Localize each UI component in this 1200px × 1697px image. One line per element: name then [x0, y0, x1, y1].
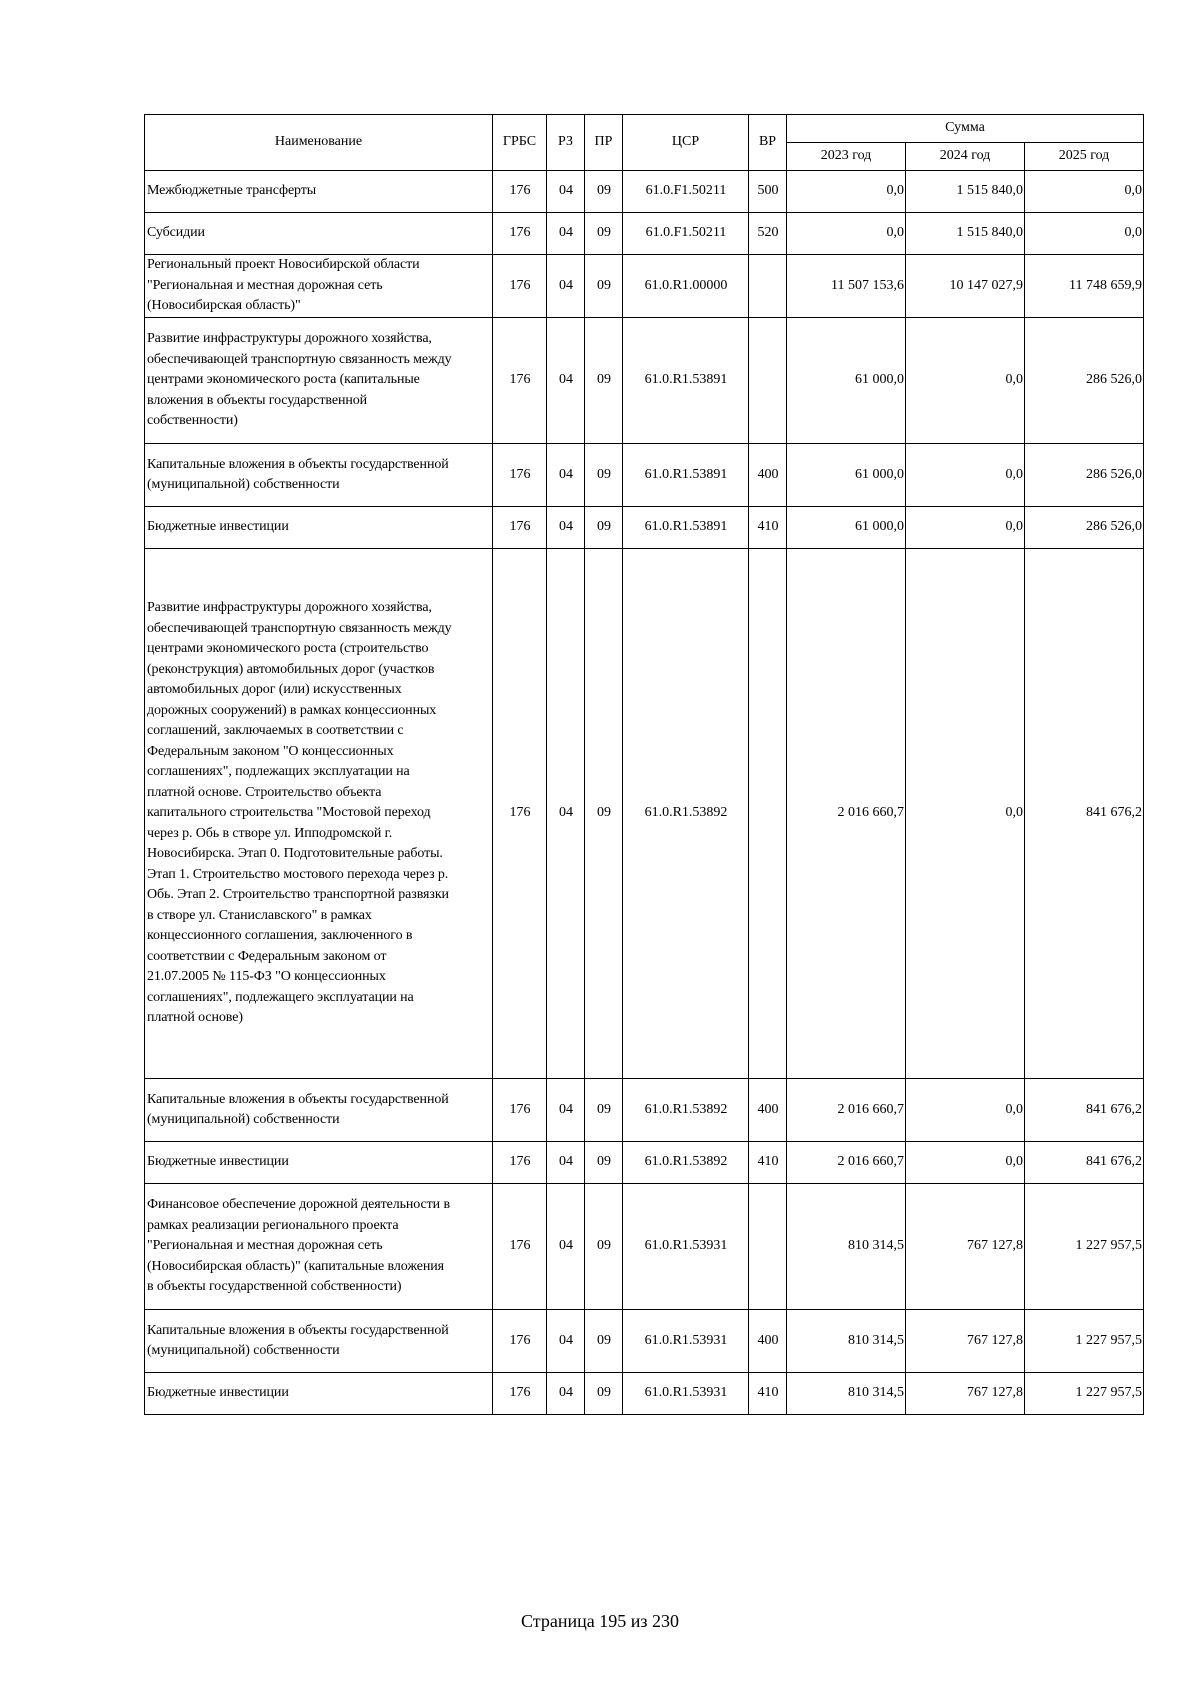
- row-vr: [749, 255, 787, 318]
- row-rz: 04: [547, 549, 585, 1079]
- row-csr: 61.0.R1.53931: [623, 1184, 749, 1310]
- row-grbs: 176: [493, 1079, 547, 1142]
- row-csr: 61.0.R1.53892: [623, 549, 749, 1079]
- budget-table: [144, 114, 1144, 1415]
- row-sum-2023: 61 000,0: [787, 444, 906, 507]
- row-sum-2023: 61 000,0: [787, 318, 906, 444]
- row-vr: 400: [749, 444, 787, 507]
- row-csr: 61.0.R1.00000: [623, 255, 749, 318]
- col-header-sum: Сумма: [787, 115, 1144, 143]
- table-row: [145, 255, 1144, 318]
- row-rz: 04: [547, 1310, 585, 1373]
- row-sum-2025: 11 748 659,9: [1025, 255, 1144, 318]
- row-pr: 09: [585, 1184, 623, 1310]
- row-name: Бюджетные инвестиции: [145, 1373, 493, 1415]
- row-sum-2025: 0,0: [1025, 213, 1144, 255]
- table-row: [145, 1142, 1144, 1184]
- col-header-csr: ЦСР: [623, 115, 749, 171]
- row-grbs: 176: [493, 507, 547, 549]
- row-vr: 500: [749, 171, 787, 213]
- row-rz: 04: [547, 213, 585, 255]
- row-pr: 09: [585, 1310, 623, 1373]
- row-sum-2024: 767 127,8: [906, 1310, 1025, 1373]
- row-sum-2024: 767 127,8: [906, 1373, 1025, 1415]
- row-sum-2023: 2 016 660,7: [787, 549, 906, 1079]
- table-header: [145, 115, 1144, 171]
- row-sum-2023: 810 314,5: [787, 1310, 906, 1373]
- row-vr: 400: [749, 1079, 787, 1142]
- row-grbs: 176: [493, 255, 547, 318]
- row-sum-2023: 0,0: [787, 213, 906, 255]
- table-row: [145, 171, 1144, 213]
- row-name: Межбюджетные трансферты: [145, 171, 493, 213]
- row-name: Бюджетные инвестиции: [145, 507, 493, 549]
- table-row: [145, 318, 1144, 444]
- table-row: [145, 213, 1144, 255]
- row-pr: 09: [585, 318, 623, 444]
- row-name: Капитальные вложения в объекты государственной (муниципальной) собственности: [145, 1310, 493, 1373]
- table-row: [145, 1310, 1144, 1373]
- row-sum-2023: 810 314,5: [787, 1184, 906, 1310]
- row-name: Региональный проект Новосибирской области "Региональная и местная дорожная сеть (Новосибирская область)": [145, 255, 493, 318]
- row-sum-2025: 0,0: [1025, 171, 1144, 213]
- row-sum-2024: 0,0: [906, 444, 1025, 507]
- col-header-2025: 2025 год: [1025, 143, 1144, 171]
- row-sum-2025: 841 676,2: [1025, 1142, 1144, 1184]
- row-sum-2025: 1 227 957,5: [1025, 1373, 1144, 1415]
- row-grbs: 176: [493, 171, 547, 213]
- row-pr: 09: [585, 1079, 623, 1142]
- col-header-grbs: ГРБС: [493, 115, 547, 171]
- row-pr: 09: [585, 444, 623, 507]
- row-grbs: 176: [493, 1373, 547, 1415]
- table-row: [145, 507, 1144, 549]
- row-vr: 520: [749, 213, 787, 255]
- col-header-vr: ВР: [749, 115, 787, 171]
- row-sum-2023: 2 016 660,7: [787, 1079, 906, 1142]
- row-sum-2025: 1 227 957,5: [1025, 1184, 1144, 1310]
- row-csr: 61.0.R1.53892: [623, 1142, 749, 1184]
- page-number: Страница 195 из 230: [521, 1611, 679, 1631]
- row-sum-2024: 1 515 840,0: [906, 171, 1025, 213]
- row-name: Капитальные вложения в объекты государственной (муниципальной) собственности: [145, 444, 493, 507]
- col-header-name: Наименование: [145, 115, 493, 171]
- row-pr: 09: [585, 255, 623, 318]
- row-sum-2023: 61 000,0: [787, 507, 906, 549]
- row-csr: 61.0.F1.50211: [623, 171, 749, 213]
- row-sum-2023: 0,0: [787, 171, 906, 213]
- row-vr: 410: [749, 1373, 787, 1415]
- row-rz: 04: [547, 171, 585, 213]
- row-grbs: 176: [493, 213, 547, 255]
- row-sum-2024: 0,0: [906, 318, 1025, 444]
- row-pr: 09: [585, 213, 623, 255]
- header-row-top: [145, 115, 1144, 143]
- row-sum-2024: 767 127,8: [906, 1184, 1025, 1310]
- table-row: [145, 1373, 1144, 1415]
- row-sum-2024: 1 515 840,0: [906, 213, 1025, 255]
- row-name: Капитальные вложения в объекты государственной (муниципальной) собственности: [145, 1079, 493, 1142]
- row-csr: 61.0.R1.53931: [623, 1373, 749, 1415]
- row-sum-2025: 286 526,0: [1025, 318, 1144, 444]
- row-rz: 04: [547, 444, 585, 507]
- row-rz: 04: [547, 1373, 585, 1415]
- table-row: [145, 1079, 1144, 1142]
- row-sum-2025: 286 526,0: [1025, 507, 1144, 549]
- row-sum-2025: 286 526,0: [1025, 444, 1144, 507]
- col-header-pr: ПР: [585, 115, 623, 171]
- row-grbs: 176: [493, 1310, 547, 1373]
- row-name: Развитие инфраструктуры дорожного хозяйства, обеспечивающей транспортную связанность между центрами экономического роста (строительство (реконструкция) автомобильных дорог (участков автомобильных дорог (или) искусственных дорожных сооружений) в рамках концессионных соглашений, заключаемых в соответствии с Федеральным законом "О концессионных соглашениях", подлежащих эксплуатации на платной основе. Строительство объекта капитального строительства "Мостовой переход через р. Обь в створе ул. Ипподромской г. Новосибирска. Этап 0. Подготовительные работы. Этап 1. Строительство мостового перехода через р. Обь. Этап 2. Строительство транспортной развязки в створе ул. Станиславского" в рамках концессионного соглашения, заключенного в соответствии с Федеральным законом от 21.07.2005 № 115-ФЗ "О концессионных соглашениях", подлежащего эксплуатации на платной основе): [145, 549, 493, 1079]
- row-name: Субсидии: [145, 213, 493, 255]
- row-csr: 61.0.F1.50211: [623, 213, 749, 255]
- row-sum-2024: 0,0: [906, 549, 1025, 1079]
- row-csr: 61.0.R1.53891: [623, 318, 749, 444]
- row-vr: [749, 549, 787, 1079]
- row-csr: 61.0.R1.53931: [623, 1310, 749, 1373]
- row-pr: 09: [585, 549, 623, 1079]
- row-grbs: 176: [493, 1142, 547, 1184]
- row-vr: 410: [749, 507, 787, 549]
- row-vr: 410: [749, 1142, 787, 1184]
- col-header-2023: 2023 год: [787, 143, 906, 171]
- row-sum-2023: 11 507 153,6: [787, 255, 906, 318]
- row-name: Развитие инфраструктуры дорожного хозяйства, обеспечивающей транспортную связанность между центрами экономического роста (капитальные вложения в объекты государственной собственности): [145, 318, 493, 444]
- row-rz: 04: [547, 318, 585, 444]
- row-grbs: 176: [493, 444, 547, 507]
- row-grbs: 176: [493, 549, 547, 1079]
- row-sum-2023: 2 016 660,7: [787, 1142, 906, 1184]
- row-vr: [749, 318, 787, 444]
- row-sum-2023: 810 314,5: [787, 1373, 906, 1415]
- table-row: [145, 444, 1144, 507]
- row-sum-2024: 0,0: [906, 1142, 1025, 1184]
- row-rz: 04: [547, 255, 585, 318]
- row-rz: 04: [547, 1184, 585, 1310]
- row-pr: 09: [585, 1142, 623, 1184]
- row-vr: [749, 1184, 787, 1310]
- row-sum-2025: 841 676,2: [1025, 1079, 1144, 1142]
- row-pr: 09: [585, 171, 623, 213]
- table-row: [145, 1184, 1144, 1310]
- row-sum-2025: 841 676,2: [1025, 549, 1144, 1079]
- row-pr: 09: [585, 507, 623, 549]
- row-name: Финансовое обеспечение дорожной деятельности в рамках реализации регионального проекта "Региональная и местная дорожная сеть (Новосибирская область)" (капитальные вложения в объекты государственной собственности): [145, 1184, 493, 1310]
- row-sum-2024: 10 147 027,9: [906, 255, 1025, 318]
- row-name: Бюджетные инвестиции: [145, 1142, 493, 1184]
- row-grbs: 176: [493, 1184, 547, 1310]
- table-row: [145, 549, 1144, 1079]
- row-sum-2024: 0,0: [906, 1079, 1025, 1142]
- row-rz: 04: [547, 507, 585, 549]
- col-header-rz: РЗ: [547, 115, 585, 171]
- row-vr: 400: [749, 1310, 787, 1373]
- row-rz: 04: [547, 1079, 585, 1142]
- col-header-2024: 2024 год: [906, 143, 1025, 171]
- row-csr: 61.0.R1.53891: [623, 507, 749, 549]
- row-pr: 09: [585, 1373, 623, 1415]
- row-sum-2025: 1 227 957,5: [1025, 1310, 1144, 1373]
- row-csr: 61.0.R1.53892: [623, 1079, 749, 1142]
- table-body: [145, 171, 1144, 1415]
- row-rz: 04: [547, 1142, 585, 1184]
- row-grbs: 176: [493, 318, 547, 444]
- row-csr: 61.0.R1.53891: [623, 444, 749, 507]
- row-sum-2024: 0,0: [906, 507, 1025, 549]
